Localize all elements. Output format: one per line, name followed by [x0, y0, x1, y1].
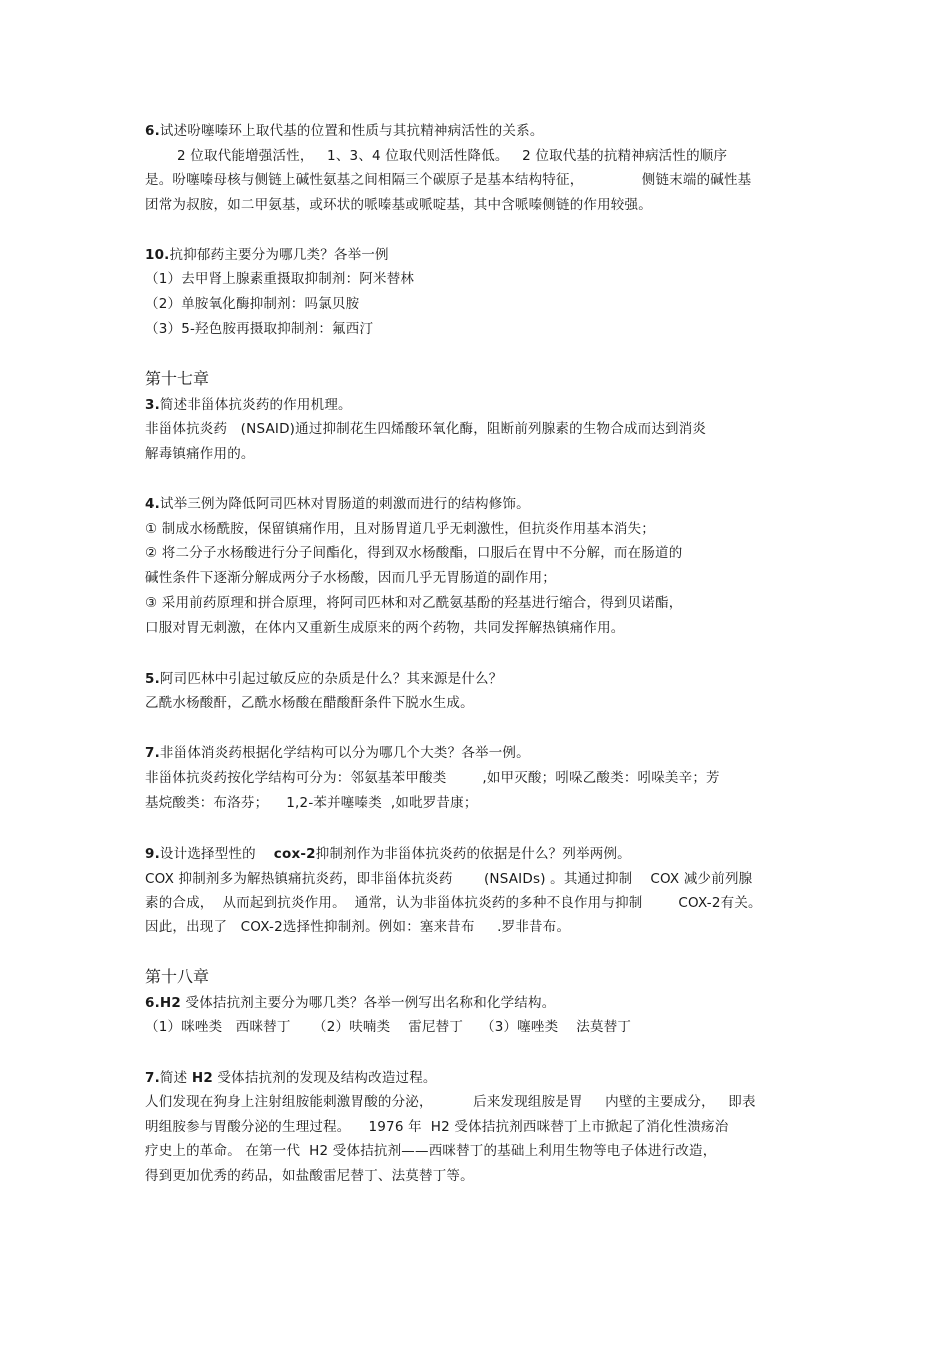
answer-line: （3）5-羟色胺再摄取抑制剂：氟西汀: [145, 321, 374, 337]
answer-line: 2 位取代能增强活性， 1、3、4 位取代则活性降低。 2 位取代基的抗精神病活性的顺序: [177, 148, 728, 164]
question-18-7: 7.简述 H2 受体拮抗剂的发现及结构改造过程。: [145, 1070, 437, 1086]
answer-line: 乙酰水杨酸酐，乙酰水杨酸在醋酸酐条件下脱水生成。: [145, 695, 474, 711]
answer-line: ③ 采用前药原理和拼合原理，将阿司匹林和对乙酰氨基酚的羟基进行缩合，得到贝诺酯，: [145, 595, 683, 611]
answer-line: 基烷酸类：布洛芬； 1,2-苯并噻嗪类 ,如吡罗昔康；: [145, 795, 478, 811]
answer-line: ② 将二分子水杨酸进行分子间酯化，得到双水杨酸酯，口服后在胃中不分解，而在肠道的: [145, 545, 683, 561]
answer-line: 素的合成， 从而起到抗炎作用。 通常，认为非甾体抗炎药的多种不良作用与抑制 COX-2有关。: [145, 895, 762, 911]
question-17-9: 9.设计选择型性的 cox-2抑制剂作为非甾体抗炎药的依据是什么？列举两例。: [145, 846, 631, 862]
question-17-5: 5.阿司匹林中引起过敏反应的杂质是什么？其来源是什么？: [145, 671, 503, 687]
answer-line: 非甾体抗炎药 (NSAID)通过抑制花生四烯酸环氧化酶，阻断前列腺素的生物合成而达到消炎: [145, 421, 707, 437]
answer-line: 疗史上的革命。 在第一代 H2 受体拮抗剂——西咪替丁的基础上利用生物等电子体进行改造，: [145, 1143, 717, 1159]
question-17-3: 3.简述非甾体抗炎药的作用机理。: [145, 397, 352, 413]
answer-line: ① 制成水杨酰胺，保留镇痛作用，且对肠胃道几乎无刺激性，但抗炎作用基本消失；: [145, 521, 655, 537]
answer-line: 解毒镇痛作用的。: [145, 446, 255, 462]
answer-line: COX 抑制剂多为解热镇痛抗炎药，即非甾体抗炎药 (NSAIDs) 。其通过抑制 COX 减少前列腺: [145, 871, 753, 887]
answer-line: 碱性条件下逐渐分解成两分子水杨酸，因而几乎无胃肠道的副作用；: [145, 570, 556, 586]
answer-line: 因此，出现了 COX-2选择性抑制剂。例如：塞来昔布 .罗非昔布。: [145, 919, 571, 935]
answer-line: （1）去甲肾上腺素重摄取抑制剂：阿米替林: [145, 271, 415, 287]
answer-line: 口服对胃无刺激，在体内又重新生成原来的两个药物，共同发挥解热镇痛作用。: [145, 620, 625, 636]
answer-line: 是。吩噻嗪母核与侧链上碱性氨基之间相隔三个碳原子是基本结构特征， 侧链末端的碱性基: [145, 172, 752, 188]
question-17-4: 4.试举三例为降低阿司匹林对胃肠道的刺激而进行的结构修饰。: [145, 496, 530, 512]
answer-line: 团常为叔胺，如二甲氨基，或环状的哌嗪基或哌啶基，其中含哌嗪侧链的作用较强。: [145, 197, 652, 213]
answer-line: 得到更加优秀的药品，如盐酸雷尼替丁、法莫替丁等。: [145, 1168, 474, 1184]
answer-line: （2）单胺氧化酶抑制剂：吗氯贝胺: [145, 296, 360, 312]
chapter-17-title: 第十七章: [145, 369, 210, 388]
answer-line: 非甾体抗炎药按化学结构可分为：邻氨基苯甲酸类 ,如甲灭酸；吲哚乙酸类：吲哚美辛；芳: [145, 770, 720, 786]
chapter-18-title: 第十八章: [145, 967, 210, 986]
question-17-7: 7.非甾体消炎药根据化学结构可以分为哪几个大类？各举一例。: [145, 745, 530, 761]
question-10: 10.抗抑郁药主要分为哪几类？各举一例: [145, 247, 389, 263]
answer-line: 人们发现在狗身上注射组胺能刺激胃酸的分泌， 后来发现组胺是胃 内壁的主要成分， 即表: [145, 1094, 756, 1110]
question-6: 6.试述吩噻嗪环上取代基的位置和性质与其抗精神病活性的关系。: [145, 123, 544, 139]
answer-line: （1）咪唑类 西咪替丁 （2）呋喃类 雷尼替丁 （3）噻唑类 法莫替丁: [145, 1019, 632, 1035]
question-18-6: 6.H2 受体拮抗剂主要分为哪几类？各举一例写出名称和化学结构。: [145, 995, 556, 1011]
answer-line: 明组胺参与胃酸分泌的生理过程。 1976 年 H2 受体拮抗剂西咪替丁上市掀起了消化性溃疡治: [145, 1119, 729, 1135]
